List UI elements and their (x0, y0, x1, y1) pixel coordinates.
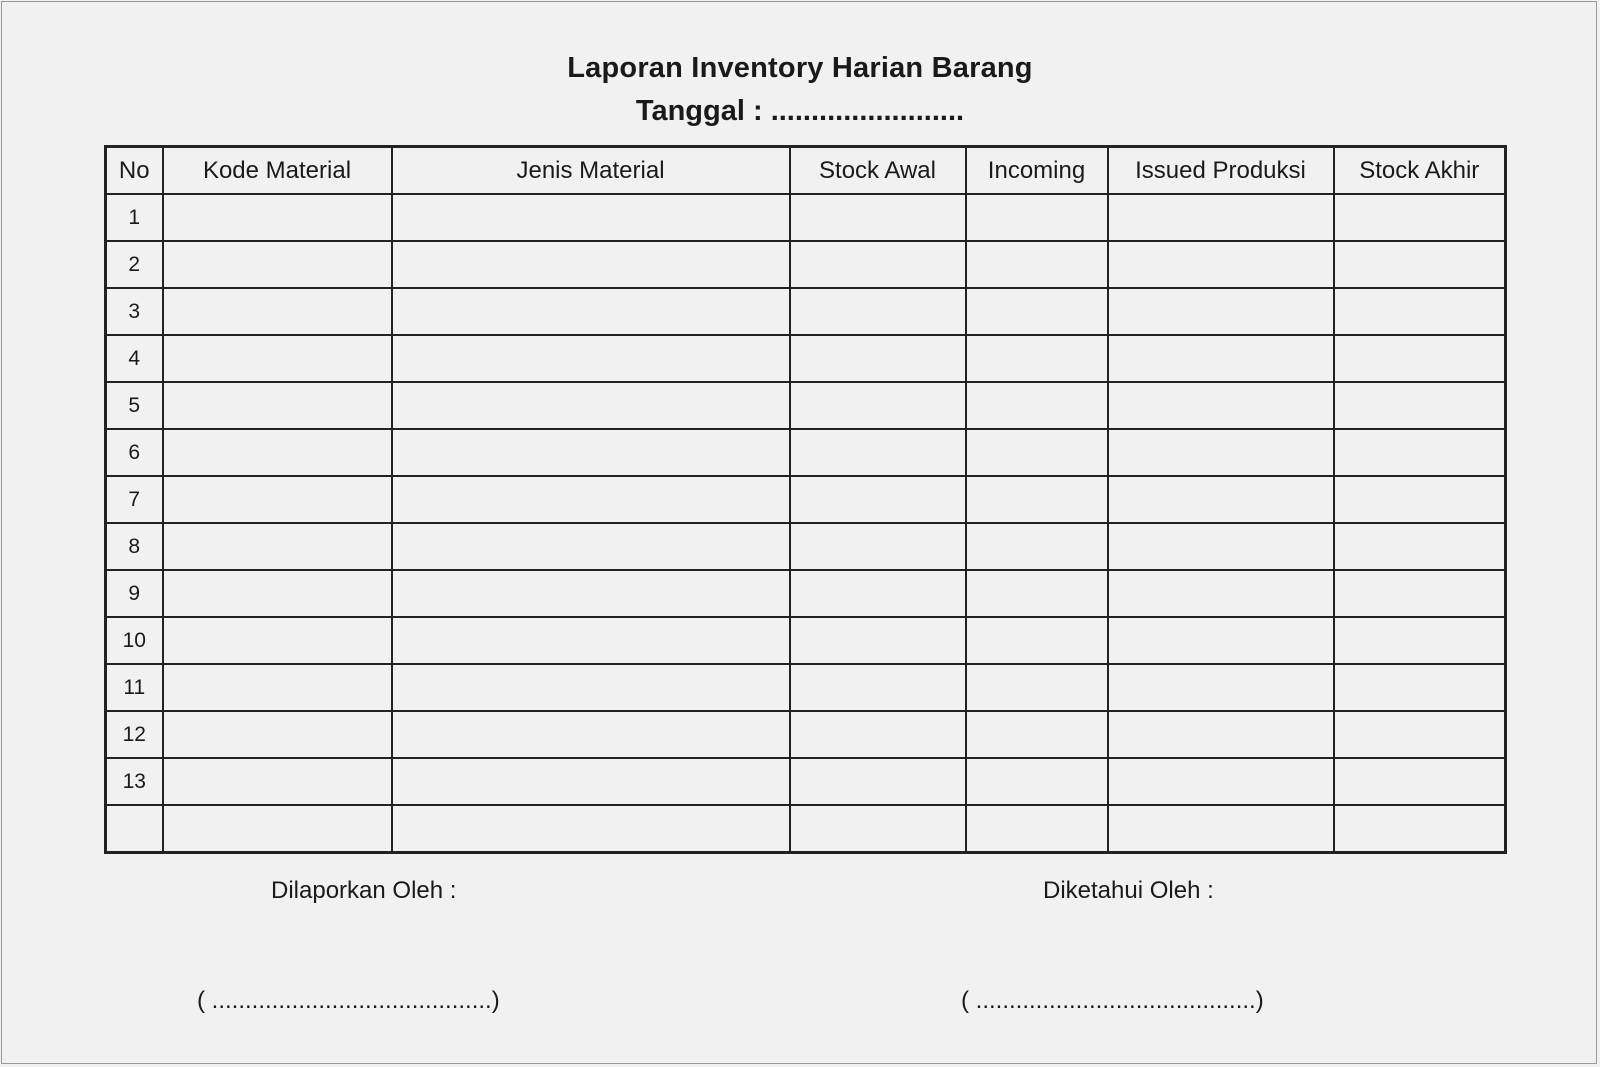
cell-no: 1 (106, 194, 163, 241)
column-header-stock-awal: Stock Awal (790, 147, 966, 195)
cell-issued-produksi[interactable] (1108, 758, 1334, 805)
cell-stock-akhir[interactable] (1334, 241, 1506, 288)
cell-no: 12 (106, 711, 163, 758)
cell-issued-produksi[interactable] (1108, 335, 1334, 382)
cell-jenis-material[interactable] (392, 523, 790, 570)
cell-stock-akhir[interactable] (1334, 523, 1506, 570)
cell-no: 4 (106, 335, 163, 382)
cell-kode-material[interactable] (163, 288, 392, 335)
cell-no: 6 (106, 429, 163, 476)
table-row (106, 241, 1506, 288)
cell-stock-awal[interactable] (790, 617, 966, 664)
cell-issued-produksi[interactable] (1108, 288, 1334, 335)
cell-stock-akhir[interactable] (1334, 570, 1506, 617)
table-row (106, 335, 1506, 382)
cell-stock-akhir[interactable] (1334, 711, 1506, 758)
report-date-line: Tanggal : ........................ (635, 95, 965, 127)
cell-no: 3 (106, 288, 163, 335)
cell-stock-akhir[interactable] (1334, 617, 1506, 664)
cell-kode-material[interactable] (163, 711, 392, 758)
table-row (106, 758, 1506, 805)
cell-incoming[interactable] (966, 288, 1108, 335)
table-row (106, 523, 1506, 570)
cell-stock-awal[interactable] (790, 570, 966, 617)
cell-issued-produksi[interactable] (1108, 664, 1334, 711)
table-row (106, 194, 1506, 241)
cell-jenis-material[interactable] (392, 194, 790, 241)
cell-stock-awal[interactable] (790, 476, 966, 523)
cell-issued-produksi[interactable] (1108, 523, 1334, 570)
report-title: Laporan Inventory Harian Barang (567, 52, 1033, 84)
column-header-jenis-material: Jenis Material (392, 147, 790, 195)
cell-jenis-material[interactable] (392, 241, 790, 288)
cell-stock-akhir[interactable] (1334, 758, 1506, 805)
cell-jenis-material[interactable] (392, 711, 790, 758)
cell-stock-awal[interactable] (790, 758, 966, 805)
cell-jenis-material[interactable] (392, 429, 790, 476)
cell-kode-material[interactable] (163, 570, 392, 617)
cell-jenis-material[interactable] (392, 758, 790, 805)
cell-issued-produksi[interactable] (1108, 805, 1334, 853)
cell-kode-material[interactable] (163, 523, 392, 570)
cell-stock-akhir[interactable] (1334, 476, 1506, 523)
column-header-stock-akhir: Stock Akhir (1334, 147, 1506, 195)
cell-incoming[interactable] (966, 194, 1108, 241)
cell-kode-material[interactable] (163, 617, 392, 664)
table-row (106, 429, 1506, 476)
reported-by-signature-line: ( ..........................................) (197, 987, 500, 1014)
cell-issued-produksi[interactable] (1108, 429, 1334, 476)
cell-kode-material[interactable] (163, 805, 392, 853)
cell-stock-akhir[interactable] (1334, 382, 1506, 429)
cell-kode-material[interactable] (163, 476, 392, 523)
cell-no: 8 (106, 523, 163, 570)
column-header-no: No (106, 147, 163, 195)
cell-no: 7 (106, 476, 163, 523)
cell-issued-produksi[interactable] (1108, 711, 1334, 758)
cell-kode-material[interactable] (163, 335, 392, 382)
column-header-issued-produksi: Issued Produksi (1108, 147, 1334, 195)
table-header-row (106, 147, 1506, 195)
cell-kode-material[interactable] (163, 758, 392, 805)
cell-stock-awal[interactable] (790, 805, 966, 853)
cell-stock-akhir[interactable] (1334, 805, 1506, 853)
cell-no: 2 (106, 241, 163, 288)
cell-no: 5 (106, 382, 163, 429)
cell-incoming[interactable] (966, 429, 1108, 476)
reported-by-label: Dilaporkan Oleh : (271, 877, 457, 904)
cell-issued-produksi[interactable] (1108, 617, 1334, 664)
known-by-signature-line: ( ..........................................) (961, 987, 1264, 1014)
cell-no: 9 (106, 570, 163, 617)
cell-stock-akhir[interactable] (1334, 429, 1506, 476)
cell-jenis-material[interactable] (392, 288, 790, 335)
cell-stock-awal[interactable] (790, 194, 966, 241)
cell-kode-material[interactable] (163, 194, 392, 241)
cell-stock-awal[interactable] (790, 664, 966, 711)
cell-issued-produksi[interactable] (1108, 570, 1334, 617)
table-row (106, 617, 1506, 664)
cell-issued-produksi[interactable] (1108, 382, 1334, 429)
cell-stock-awal[interactable] (790, 335, 966, 382)
cell-incoming[interactable] (966, 711, 1108, 758)
cell-incoming[interactable] (966, 476, 1108, 523)
cell-jenis-material[interactable] (392, 476, 790, 523)
table-row (106, 805, 1506, 853)
cell-jenis-material[interactable] (392, 664, 790, 711)
cell-stock-akhir[interactable] (1334, 664, 1506, 711)
cell-no: 13 (106, 758, 163, 805)
cell-issued-produksi[interactable] (1108, 241, 1334, 288)
known-by-label: Diketahui Oleh : (1043, 877, 1214, 904)
cell-stock-awal[interactable] (790, 523, 966, 570)
table-row (106, 711, 1506, 758)
table-body (106, 194, 1506, 853)
cell-kode-material[interactable] (163, 664, 392, 711)
table-row (106, 664, 1506, 711)
table-row (106, 382, 1506, 429)
cell-jenis-material[interactable] (392, 570, 790, 617)
table-row (106, 476, 1506, 523)
cell-issued-produksi[interactable] (1108, 476, 1334, 523)
cell-kode-material[interactable] (163, 382, 392, 429)
cell-stock-awal[interactable] (790, 711, 966, 758)
cell-incoming[interactable] (966, 758, 1108, 805)
cell-no: 11 (106, 664, 163, 711)
cell-stock-awal[interactable] (790, 241, 966, 288)
cell-stock-awal[interactable] (790, 382, 966, 429)
cell-incoming[interactable] (966, 241, 1108, 288)
cell-jenis-material[interactable] (392, 335, 790, 382)
cell-kode-material[interactable] (163, 241, 392, 288)
cell-incoming[interactable] (966, 523, 1108, 570)
inventory-table (104, 145, 1507, 854)
cell-incoming[interactable] (966, 335, 1108, 382)
cell-stock-awal[interactable] (790, 288, 966, 335)
cell-incoming[interactable] (966, 570, 1108, 617)
cell-stock-awal[interactable] (790, 429, 966, 476)
cell-stock-akhir[interactable] (1334, 288, 1506, 335)
cell-jenis-material[interactable] (392, 617, 790, 664)
cell-issued-produksi[interactable] (1108, 194, 1334, 241)
cell-kode-material[interactable] (163, 429, 392, 476)
cell-no (106, 805, 163, 853)
cell-incoming[interactable] (966, 664, 1108, 711)
cell-no: 10 (106, 617, 163, 664)
cell-stock-akhir[interactable] (1334, 194, 1506, 241)
cell-stock-akhir[interactable] (1334, 335, 1506, 382)
table-row (106, 288, 1506, 335)
cell-incoming[interactable] (966, 617, 1108, 664)
cell-incoming[interactable] (966, 382, 1108, 429)
cell-jenis-material[interactable] (392, 805, 790, 853)
cell-incoming[interactable] (966, 805, 1108, 853)
table-row (106, 570, 1506, 617)
column-header-kode-material: Kode Material (163, 147, 392, 195)
column-header-incoming: Incoming (966, 147, 1108, 195)
cell-jenis-material[interactable] (392, 382, 790, 429)
